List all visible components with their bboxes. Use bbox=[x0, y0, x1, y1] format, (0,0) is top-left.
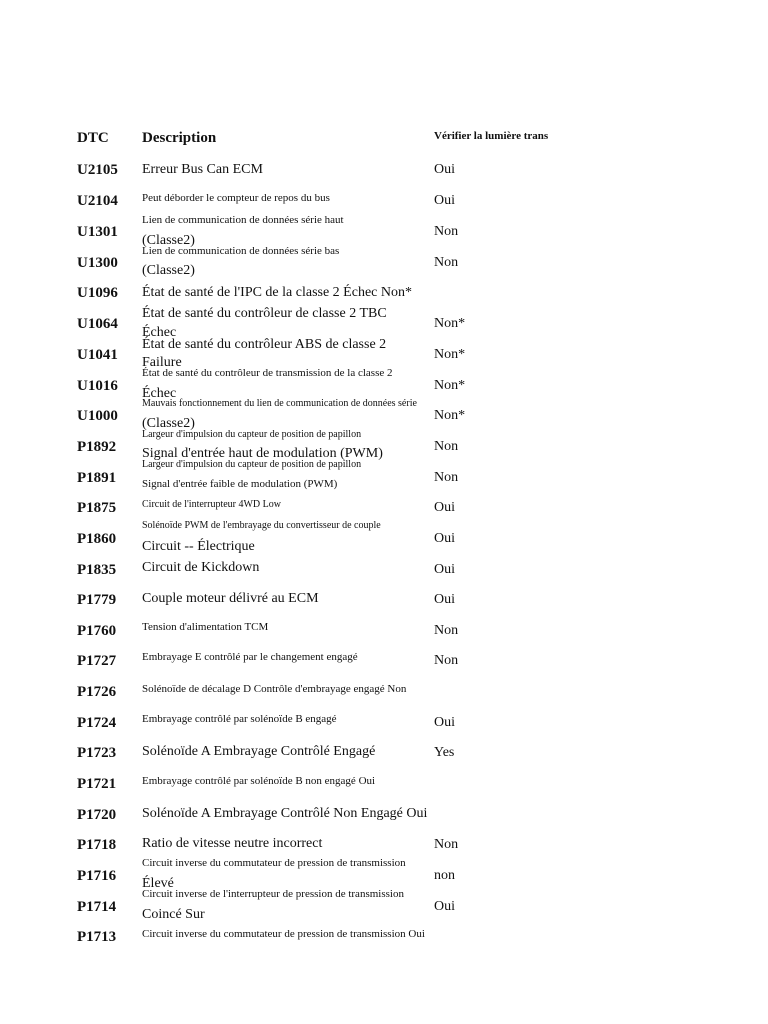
dtc-description: Circuit inverse du commutateur de pression de transmission Oui bbox=[142, 928, 425, 940]
dtc-description: Solénoïde A Embrayage Contrôlé Non Engagé Oui bbox=[142, 806, 428, 821]
dtc-description-line2: Signal d'entrée haut de modulation (PWM) bbox=[142, 446, 383, 461]
dtc-check-value: non bbox=[434, 868, 455, 883]
dtc-description: Circuit inverse de l'interrupteur de pression de transmission bbox=[142, 888, 404, 900]
dtc-code: P1726 bbox=[77, 684, 117, 700]
dtc-description: Solénoïde A Embrayage Contrôlé Engagé bbox=[142, 744, 376, 759]
dtc-code: U2104 bbox=[77, 193, 118, 209]
dtc-description: État de santé du contrôleur ABS de classe 2 bbox=[142, 337, 387, 352]
dtc-code: P1891 bbox=[77, 470, 117, 486]
dtc-description-line2: Élevé bbox=[142, 876, 174, 891]
dtc-check-value: Non bbox=[434, 623, 459, 638]
dtc-check-value: Non* bbox=[434, 378, 466, 393]
dtc-code: U1064 bbox=[77, 316, 118, 332]
dtc-code: U1300 bbox=[77, 255, 118, 271]
dtc-code: P1779 bbox=[77, 592, 117, 608]
dtc-description-line2: (Classe2) bbox=[142, 263, 195, 278]
header-check-light: Vérifier la lumière trans bbox=[434, 130, 549, 142]
dtc-description-line2: Échec bbox=[142, 325, 177, 340]
dtc-check-value: Non* bbox=[434, 316, 466, 331]
dtc-check-value: Non bbox=[434, 653, 459, 668]
dtc-check-value: Non bbox=[434, 224, 459, 239]
dtc-description: Tension d'alimentation TCM bbox=[142, 621, 269, 633]
dtc-code: U1016 bbox=[77, 378, 118, 394]
dtc-description-line2: (Classe2) bbox=[142, 233, 195, 248]
dtc-check-value: Non* bbox=[434, 408, 466, 423]
dtc-description: Lien de communication de données série haut bbox=[142, 214, 344, 226]
dtc-code: P1727 bbox=[77, 653, 117, 669]
dtc-description: Embrayage contrôlé par solénoïde B engagé bbox=[142, 713, 337, 725]
dtc-code: P1713 bbox=[77, 929, 117, 945]
dtc-description-line2: Coincé Sur bbox=[142, 907, 205, 922]
dtc-description: État de santé du contrôleur de transmission de la classe 2 bbox=[142, 367, 393, 379]
dtc-check-value: Oui bbox=[434, 500, 455, 515]
dtc-code: P1716 bbox=[77, 868, 117, 884]
dtc-description: Circuit de Kickdown bbox=[142, 560, 260, 575]
dtc-check-value: Non bbox=[434, 255, 459, 270]
dtc-description: Embrayage E contrôlé par le changement engagé bbox=[142, 651, 358, 663]
dtc-description: Largeur d'impulsion du capteur de position de papillon bbox=[142, 429, 362, 440]
dtc-description: Mauvais fonctionnement du lien de communication de données série bbox=[142, 398, 417, 409]
dtc-check-value: Oui bbox=[434, 592, 455, 607]
dtc-description: Lien de communication de données série bas bbox=[142, 245, 340, 257]
dtc-code: P1724 bbox=[77, 715, 117, 731]
dtc-description: Erreur Bus Can ECM bbox=[142, 162, 263, 177]
dtc-check-value: Non bbox=[434, 470, 459, 485]
dtc-description-line2: Échec bbox=[142, 386, 177, 401]
dtc-description-line2: Failure bbox=[142, 355, 182, 370]
dtc-code: P1718 bbox=[77, 837, 117, 853]
dtc-description-line2: Circuit -- Électrique bbox=[142, 539, 255, 554]
dtc-code: P1860 bbox=[77, 531, 117, 547]
dtc-description: Ratio de vitesse neutre incorrect bbox=[142, 836, 323, 851]
dtc-description: Circuit de l'interrupteur 4WD Low bbox=[142, 499, 281, 510]
dtc-code: P1760 bbox=[77, 623, 117, 639]
dtc-description: Embrayage contrôlé par solénoïde B non engagé Oui bbox=[142, 775, 376, 787]
dtc-code: U1041 bbox=[77, 347, 118, 363]
dtc-code: P1714 bbox=[77, 899, 117, 915]
dtc-description: État de santé du contrôleur de classe 2 TBC bbox=[142, 306, 387, 321]
dtc-check-value: Oui bbox=[434, 531, 455, 546]
dtc-code: P1892 bbox=[77, 439, 117, 455]
dtc-description: Solénoïde de décalage D Contrôle d'embrayage engagé Non bbox=[142, 683, 407, 695]
dtc-check-value: Non bbox=[434, 439, 459, 454]
header-dtc: DTC bbox=[77, 130, 109, 146]
dtc-description: Peut déborder le compteur de repos du bus bbox=[142, 192, 330, 204]
dtc-check-value: Oui bbox=[434, 162, 455, 177]
dtc-check-value: Yes bbox=[434, 745, 455, 760]
dtc-code: U1096 bbox=[77, 285, 118, 301]
dtc-description-line2: (Classe2) bbox=[142, 416, 195, 431]
dtc-check-value: Non* bbox=[434, 347, 466, 362]
dtc-code: U1301 bbox=[77, 224, 118, 240]
dtc-code: P1835 bbox=[77, 562, 117, 578]
dtc-check-value: Oui bbox=[434, 562, 455, 577]
dtc-description: État de santé de l'IPC de la classe 2 Échec Non* bbox=[142, 285, 412, 300]
dtc-description: Circuit inverse du commutateur de pression de transmission bbox=[142, 857, 406, 869]
dtc-check-value: Oui bbox=[434, 193, 455, 208]
header-description: Description bbox=[142, 130, 217, 146]
dtc-code: P1720 bbox=[77, 807, 117, 823]
dtc-description: Solénoïde PWM de l'embrayage du convertisseur de couple bbox=[142, 520, 381, 531]
dtc-check-value: Oui bbox=[434, 899, 455, 914]
dtc-code: P1723 bbox=[77, 745, 117, 761]
dtc-code: P1721 bbox=[77, 776, 117, 792]
dtc-code: U1000 bbox=[77, 408, 118, 424]
dtc-description-line2: Signal d'entrée faible de modulation (PWM) bbox=[142, 478, 338, 490]
dtc-check-value: Non bbox=[434, 837, 459, 852]
dtc-code: P1875 bbox=[77, 500, 117, 516]
dtc-check-value: Oui bbox=[434, 715, 455, 730]
dtc-description: Couple moteur délivré au ECM bbox=[142, 591, 319, 606]
dtc-description: Largeur d'impulsion du capteur de position de papillon bbox=[142, 459, 362, 470]
dtc-code: U2105 bbox=[77, 162, 118, 178]
